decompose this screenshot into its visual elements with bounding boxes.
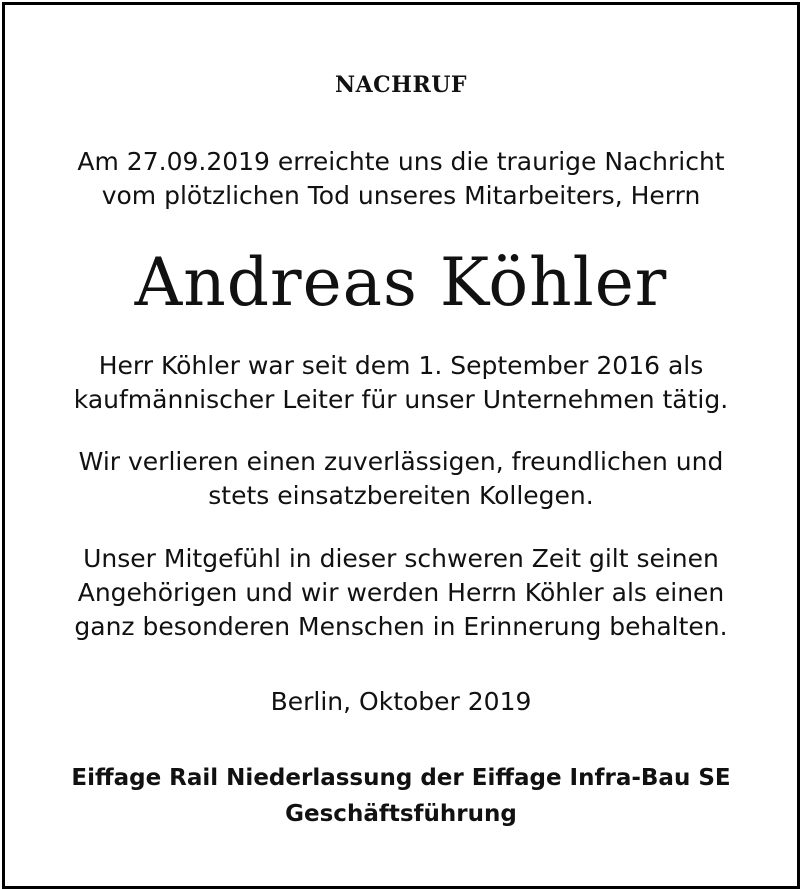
obituary-frame [2, 2, 800, 889]
loss-line-2: stets einsatzbereiten Kollegen. [208, 481, 594, 510]
obituary-content [5, 5, 797, 886]
company-name: Eiffage Rail Niederlassung der Eiffage Infra-Bau SE [71, 765, 731, 791]
sympathy-line-3: ganz besonderen Menschen in Erinnerung behalten. [74, 612, 728, 641]
intro-line-2: vom plötzlichen Tod unseres Mitarbeiters, Herrn [101, 181, 701, 210]
sympathy-line-2: Angehörigen und wir werden Herrn Köhler als einen [77, 578, 725, 607]
intro-paragraph [25, 145, 777, 213]
deceased-name: Andreas Köhler [134, 244, 668, 321]
place-date: Berlin, Oktober 2019 [270, 687, 532, 716]
loss-line-1: Wir verlieren einen zuverlässigen, freundlichen und [78, 447, 724, 476]
intro-line-1: Am 27.09.2019 erreichte uns die traurige Nachricht [77, 147, 725, 176]
role-line-2: kaufmännischer Leiter für unser Unternehmen tätig. [73, 385, 729, 414]
department-name: Geschäftsführung [285, 801, 517, 827]
role-line-1: Herr Köhler war seit dem 1. September 2016 als [98, 351, 704, 380]
loss-paragraph [25, 445, 777, 513]
obituary-heading: NACHRUF [334, 72, 468, 98]
role-paragraph [25, 349, 777, 417]
sympathy-paragraph [25, 542, 777, 644]
sympathy-line-1: Unser Mitgefühl in dieser schweren Zeit gilt seinen [83, 544, 719, 573]
